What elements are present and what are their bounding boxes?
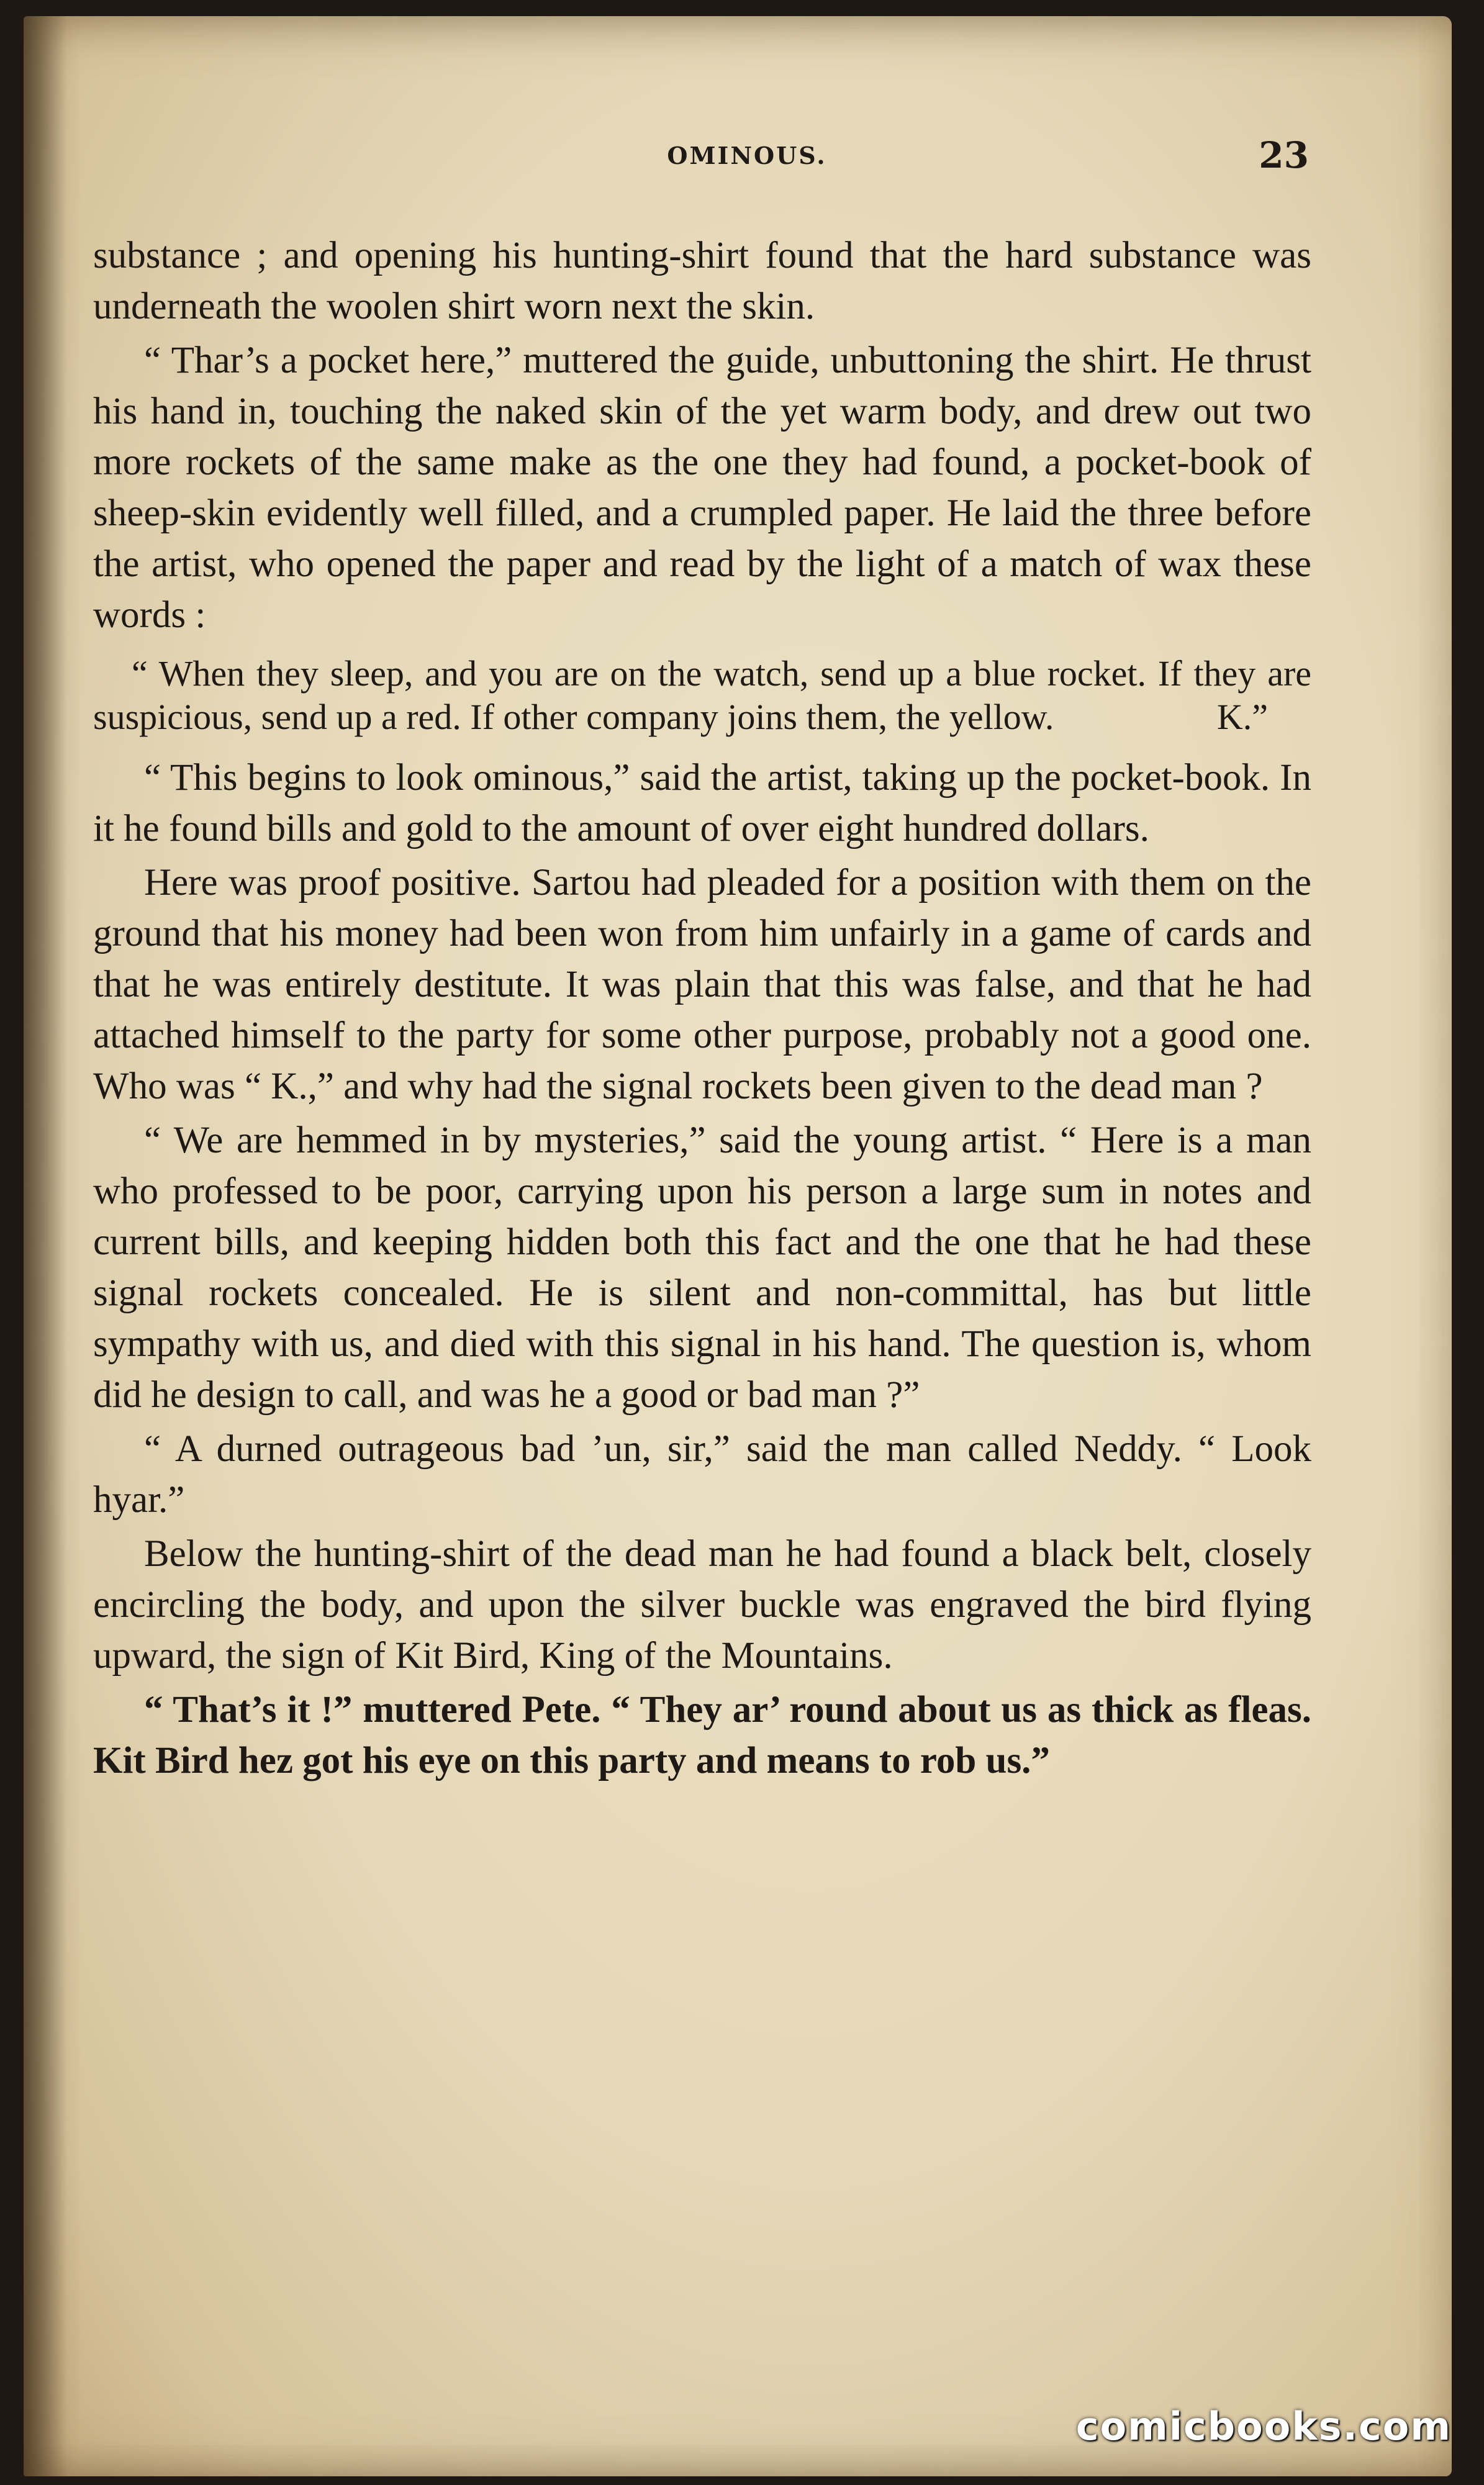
running-head: OMINOUS.	[667, 142, 827, 170]
watermark-text: comicbooks.com	[1075, 2404, 1452, 2449]
body-text	[93, 230, 1311, 1790]
paragraph-1: substance ; and opening his hunting-shirt found that the hard substance was underneath the woolen shirt worn next the skin.	[93, 235, 1311, 327]
note-quote-block	[93, 652, 1311, 739]
page-number: 23	[1259, 134, 1309, 176]
paragraph-7: Below the hunting-shirt of the dead man he had found a black belt, closely encircling the body, and upon the silver buckle was engraved the bird flying upward, the sign of Kit Bird, King of the Mountains.	[93, 1533, 1311, 1677]
paragraph-2: “ Thar’s a pocket here,” muttered the guide, unbuttoning the shirt. He thrust his hand in, touching the naked skin of the yet warm body, and drew out two more rockets of the same make as the one they had found, a pocket-book of sheep-skin evidently well filled, and a crumpled paper. He laid the three before the artist, who opened the paper and read by the light of a match of wax these words :	[93, 340, 1311, 636]
paragraph-4: Here was proof positive. Sartou had pleaded for a position with them on the ground that his money had been won from him unfairly in a game of cards and that he was entirely destitute. It was plain that this was false, and that he had attached himself to the party for some other purpose, probably not a good one. Who was “ K.,” and why had the signal rockets been given to the dead man ?	[93, 862, 1311, 1107]
paragraph-5: “ We are hemmed in by mysteries,” said the young artist. “ Here is a man who professed to be poor, carrying upon his person a large sum in notes and current bills, and keeping hidden both this fact and the one that he had these signal rockets concealed. He is silent and non-committal, has but little sympathy with us, and died with this signal in his hand. The question is, whom did he design to call, and was he a good or bad man ?”	[93, 1120, 1311, 1416]
page-gutter-shadow	[24, 16, 67, 2476]
paragraph-6: “ A durned outrageous bad ’un, sir,” said the man called Neddy. “ Look hyar.”	[93, 1428, 1311, 1521]
note-signature: K.”	[1216, 697, 1268, 737]
note-quote-text: “ When they sleep, and you are on the watch, send up a blue rocket. If they are suspicious, send up a red. If other company joins them, the yellow.	[93, 653, 1311, 737]
book-page	[24, 16, 1452, 2476]
paragraph-8: “ That’s it !” muttered Pete. “ They ar’ round about us as thick as fleas. Kit Bird hez got his eye on this party and means to rob us.”	[93, 1689, 1311, 1781]
paragraph-3: “ This begins to look ominous,” said the artist, taking up the pocket-book. In it he found bills and gold to the amount of over eight hundred dollars.	[93, 757, 1311, 849]
